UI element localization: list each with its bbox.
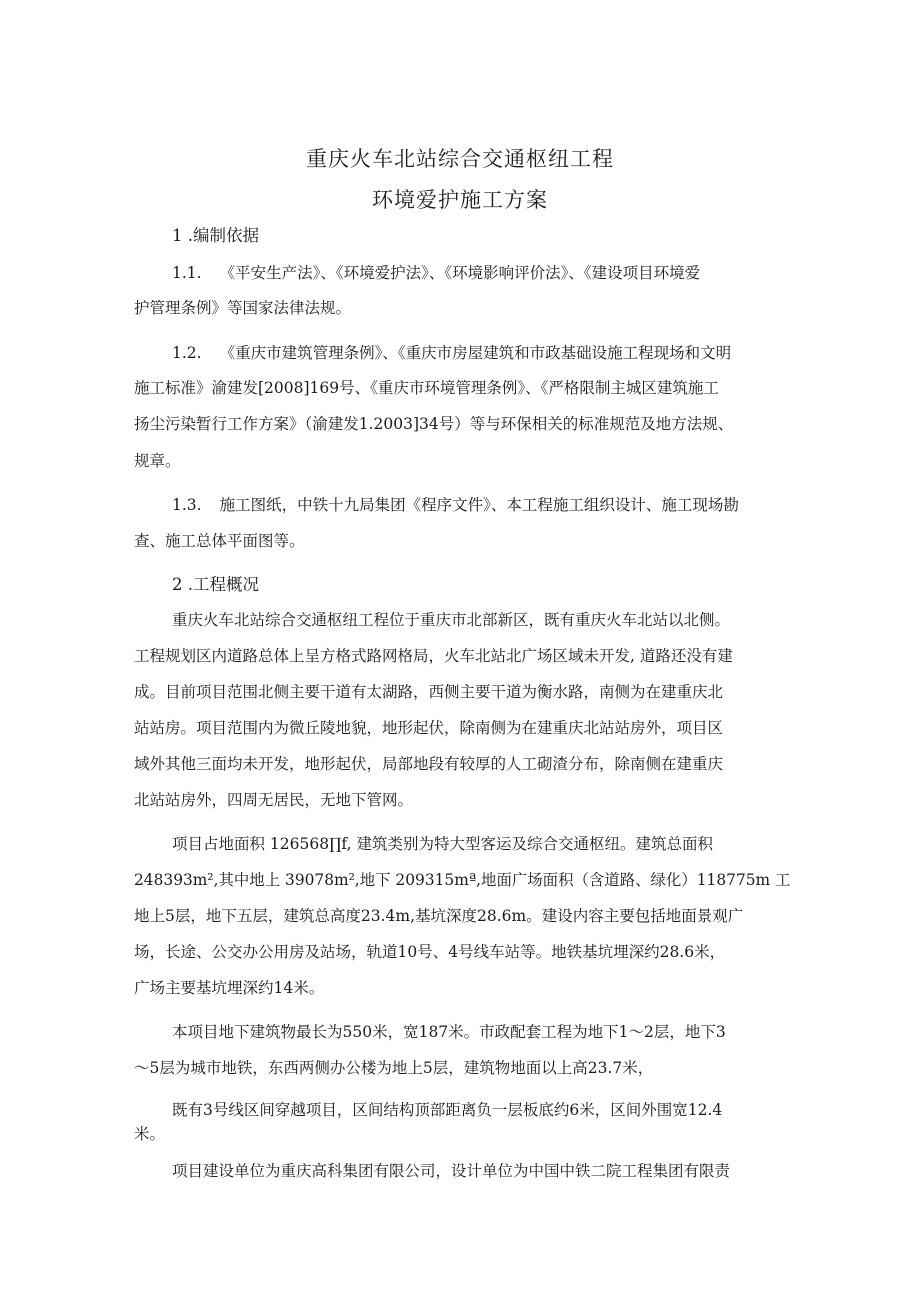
item-1-2-line-4: 规章。 [134,452,181,470]
overview-p2-line-4: 场，长途、公交办公用房及站场，轨道10号、4号线车站等。地铁基坑埋深约28.6米， [134,943,726,961]
item-1-2-line-3: 扬尘污染暂行工作方案》（渝建发1.2003]34号）等与环保相关的标准规范及地方法规、 [134,415,734,433]
overview-p3-line-2: ～5层为城市地铁，东西两侧办公楼为地上5层，建筑物地面以上高23.7米， [134,1059,654,1077]
item-1-2-line-2: 施工标准》渝建发[2008]169号、《重庆市环境管理条例》、《严格限制主城区建筑施工 [134,379,719,397]
overview-p4-line-1: 既有3号线区间穿越项目，区间结构顶部距离负一层板底约6米，区间外围宽12.4 [172,1101,723,1119]
overview-p1-line-1: 重庆火车北站综合交通枢纽工程位于重庆市北部新区，既有重庆火车北站以北侧。 [172,611,731,629]
item-1-1-line-1: 1.1. 《平安生产法》、《环境爱护法》、《环境影响评价法》、《建设项目环境爱 [172,264,701,282]
overview-p2-line-5: 广场主要基坑埋深约14米。 [134,979,325,997]
item-number: 1.1. [172,264,202,282]
item-number: 1.3. [172,496,202,514]
overview-p3-line-1: 本项目地下建筑物最长为550米，宽187米。市政配套工程为地下1～2层，地下3 [172,1023,726,1041]
overview-p2-line-2: 248393m²,其中地上 39078m²,地下 209315mª,地面广场面积（含道路、绿化）118775m 工 [134,871,791,889]
overview-p1-line-3: 成。目前项目范围北侧主要干道有太湖路，西侧主要干道为衡水路，南侧为在建重庆北 [134,683,724,701]
section-heading-overview: 2 .工程概况 [172,575,259,594]
section-heading-basis: 1 .编制依据 [172,226,259,245]
overview-p1-line-2: 工程规划区内道路总体上呈方格式路网格局，火车北站北广场区域未开发, 道路还没有建 [134,647,733,665]
overview-p1-line-6: 北站站房外，四周无居民，无地下管网。 [134,791,414,809]
overview-p1-line-4: 站站房。项目范围内为微丘陵地貌，地形起伏，除南侧为在建重庆北站站房外，项目区 [134,719,724,737]
document-title: 重庆火车北站综合交通枢纽工程 [306,147,614,171]
overview-p5-line-1: 项目建设单位为重庆高科集团有限公司，设计单位为中国中铁二院工程集团有限责 [172,1162,731,1180]
item-number: 1.2. [172,344,202,362]
document-subtitle: 环境爱护施工方案 [372,188,548,212]
overview-p4-line-2: 米。 [134,1125,166,1143]
item-1-3-line-2: 查、施工总体平面图等。 [134,532,305,550]
overview-p2-line-1: 项目占地面积 126568∏f, 建筑类别为特大型客运及综合交通枢纽。建筑总面积 [172,835,713,853]
overview-p1-line-5: 域外其他三面均未开发，地形起伏，局部地段有较厚的人工砌渣分布，除南侧在建重庆 [134,755,724,773]
overview-p2-line-3: 地上5层，地下五层，建筑总高度23.4m,基坑深度28.6m。建设内容主要包括地面景观广 [134,907,744,925]
item-1-1-line-2: 护管理条例》等国家法律法规。 [134,299,352,317]
item-1-2-line-1: 1.2. 《重庆市建筑管理条例》、《重庆市房屋建筑和市政基础设施工程现场和文明 [172,344,732,362]
item-1-3-line-1: 1.3. 施工图纸，中铁十九局集团《程序文件》、本工程施工组织设计、施工现场勘 [172,496,739,514]
